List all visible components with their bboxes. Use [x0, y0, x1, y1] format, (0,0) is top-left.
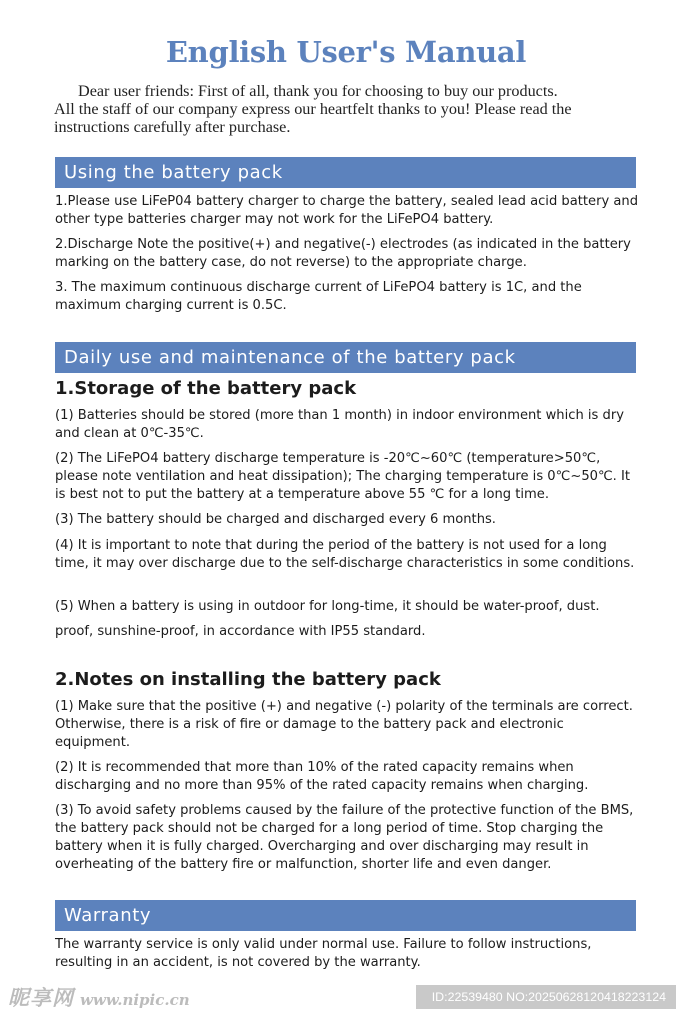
- usage-item: 3. The maximum continuous discharge current of LiFePO4 battery is 1C, and the maximum charging current is 0.5C.: [55, 280, 582, 313]
- storage-item: (4) It is important to note that during the period of the battery is not used for a long time, it may over discharge due to the self-discharge characteristics in some conditions.: [55, 538, 635, 571]
- installing-item: (1) Make sure that the positive (+) and negative (-) polarity of the terminals are correct. Otherwise, there is a risk of fire or damage to the battery pack and electronic equipment.: [55, 699, 633, 750]
- storage-item: (1) Batteries should be stored (more than 1 month) in indoor environment which is dry and clean at 0℃-35℃.: [55, 408, 624, 441]
- watermark-logo: [8, 984, 190, 1012]
- watermark-site: www.nipic.cn: [80, 991, 190, 1009]
- storage-item: (3) The battery should be charged and discharged every 6 months.: [55, 512, 496, 527]
- section-heading-usage: Using the battery pack: [55, 157, 636, 188]
- intro-line: Dear user friends: First of all, thank you for choosing to buy our products.: [78, 82, 558, 100]
- storage-heading: 1.Storage of the battery pack: [55, 378, 357, 399]
- intro-line: All the staff of our company express our heartfelt thanks to you! Please read the: [54, 100, 572, 118]
- warranty-text: The warranty service is only valid under normal use. Failure to follow instructions, resulting in an accident, is not covered by the warranty.: [55, 937, 592, 970]
- storage-item: (5) When a battery is using in outdoor for long-time, it should be water-proof, dust.: [55, 599, 600, 614]
- manual-title: English User's Manual: [165, 35, 527, 69]
- usage-item: 1.Please use LiFeP04 battery charger to charge the battery, sealed lead acid battery and other type batteries charger may not work for the LiFePO4 battery.: [55, 194, 639, 227]
- watermark-logo-text: 昵享网: [8, 985, 74, 1010]
- storage-item: proof, sunshine-proof, in accordance with IP55 standard.: [55, 624, 426, 639]
- installing-heading: 2.Notes on installing the battery pack: [55, 669, 441, 690]
- installing-item: (2) It is recommended that more than 10% of the rated capacity remains when discharging and no more than 95% of the rated capacity remains when charging.: [55, 760, 589, 793]
- watermark-id-badge: ID:22539480 NO:20250628120418223124: [416, 985, 676, 1009]
- intro: [54, 82, 644, 136]
- section-heading-warranty: Warranty: [55, 900, 636, 931]
- installing-item: (3) To avoid safety problems caused by the failure of the protective function of the BMS, the battery pack should not be charged for a long period of time. Stop charging the battery when it is fully charged. Overcharging and over discharging may result in overheating of the battery fire or malfunction, shorter life and even danger.: [55, 803, 634, 872]
- storage-item: (2) The LiFePO4 battery discharge temperature is -20℃~60℃ (temperature>50℃, please note ventilation and heat dissipation); The charging temperature is 0℃~50℃. It is best not to put the battery at a temperature above 55 ℃ for a long time.: [55, 451, 630, 502]
- usage-item: 2.Discharge Note the positive(+) and negative(-) electrodes (as indicated in the battery marking on the battery case, do not reverse) to the appropriate charge.: [55, 237, 631, 270]
- section-heading-maintenance: Daily use and maintenance of the battery pack: [55, 342, 636, 373]
- intro-line: instructions carefully after purchase.: [54, 118, 291, 136]
